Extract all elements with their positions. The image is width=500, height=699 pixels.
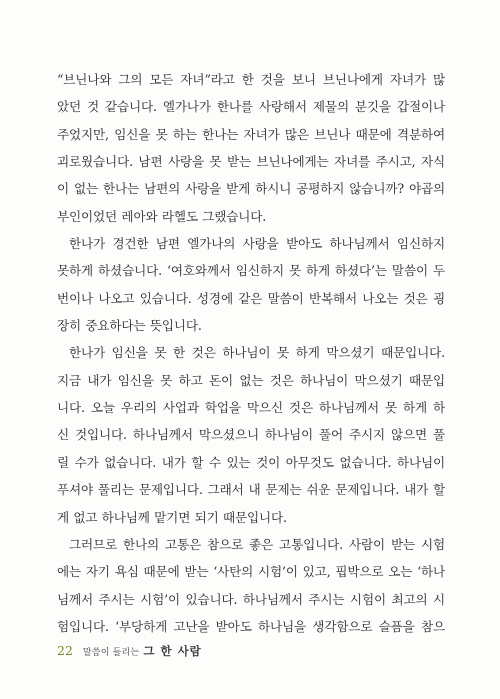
text-line: 니다. 오늘 우리의 사업과 학업을 막으신 것은 하나님께서 못 하게 하 (57, 400, 445, 416)
text-line: 지금 내가 임신을 못 하고 돈이 없는 것은 하나님이 막으셨기 때문입 (57, 372, 445, 388)
book-title-accent: 그 한 사람 (143, 644, 202, 658)
text-line: 에는 자기 욕심 때문에 받는 ‘사탄의 시험’이 있고, 핍박으로 오는 ‘하나 (57, 564, 445, 580)
text-line: 번이나 나오고 있습니다. 성경에 같은 말씀이 반복해서 나오는 것은 굉 (57, 290, 445, 306)
book-title: 말씀이 들리는 (82, 648, 140, 658)
text-line: 한나가 임신을 못 한 것은 하나님이 못 하게 막으셨기 때문입니다. (69, 345, 445, 361)
text-line: 부인이었던 레아와 라헬도 그랬습니다. (57, 208, 267, 224)
text-line: 그러므로 한나의 고통은 참으로 좋은 고통입니다. 사람이 받는 시험 (69, 536, 445, 552)
text-line: 못하게 하셨습니다. ‘여호와께서 임신하지 못 하게 하셨다’는 말씀이 두 (57, 263, 445, 279)
text-line: 릴 수가 없습니다. 내가 할 수 있는 것이 아무것도 없습니다. 하나님이 (57, 454, 445, 470)
text-line: 님께서 주시는 시험’이 있습니다. 하나님께서 주시는 시험이 최고의 시 (57, 591, 445, 607)
text-line: 험입니다. ‘부당하게 고난을 받아도 하나님을 생각함으로 슬픔을 참으 (57, 618, 445, 634)
page-footer (57, 643, 202, 663)
text-line: “브닌나와 그의 모든 자녀”라고 한 것을 보니 브닌나에게 자녀가 많 (57, 72, 445, 87)
text-line: 장히 중요하다는 뜻입니다. (57, 318, 202, 334)
text-line: 신 것입니다. 하나님께서 막으셨으니 하나님이 풀어 주시지 않으면 풀 (57, 427, 445, 443)
text-line: 주었지만, 임신을 못 하는 한나는 자녀가 많은 브닌나 때문에 격분하여 (57, 126, 445, 142)
text-line: 았던 것 같습니다. 엘가나가 한나를 사랑해서 제물의 분깃을 갑절이나 (57, 99, 445, 115)
page-number: 22 (57, 643, 73, 658)
text-line: 이 없는 한나는 남편의 사랑을 받게 하시니 공평하지 않습니까? 야곱의 (57, 181, 445, 197)
text-line: 게 없고 하나님께 맡기면 되기 때문입니다. (57, 509, 287, 525)
body-text (57, 66, 445, 640)
text-line: 한나가 경건한 남편 엘가나의 사랑을 받아도 하나님께서 임신하지 (69, 236, 445, 252)
text-line: 푸셔야 풀리는 문제입니다. 그래서 내 문제는 쉬운 문제입니다. 내가 할 (57, 482, 445, 498)
text-line: 괴로웠습니다. 남편 사랑을 못 받는 브닌나에게는 자녀를 주시고, 자식 (57, 154, 445, 170)
